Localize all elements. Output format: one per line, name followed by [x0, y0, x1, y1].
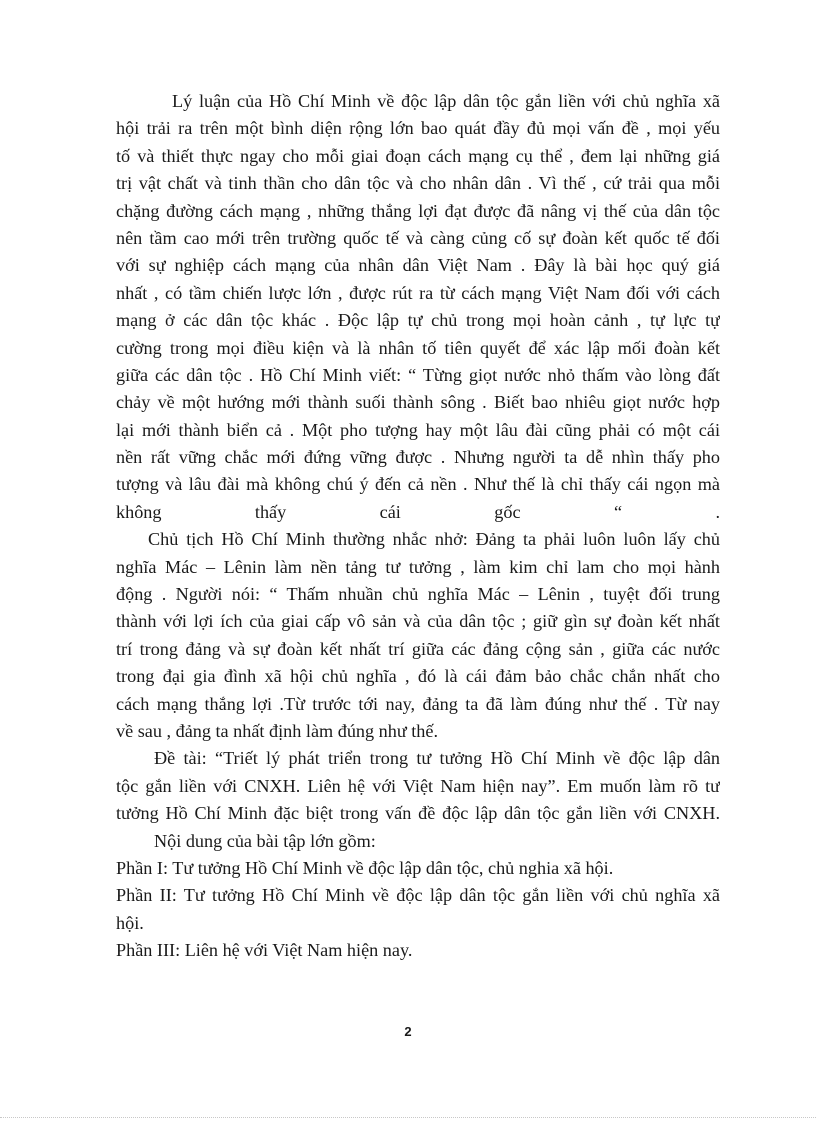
- page-body: [116, 88, 720, 965]
- text-line: không thấy cái gốc “ .: [116, 501, 720, 522]
- text-line: thành với lợi ích của giai cấp vô sản và của dân tộc ; giữ gìn sự đoàn kết nhất: [116, 611, 720, 632]
- text-line: chảy về một hướng mới thành suối thành sông . Biết bao nhiêu giọt nước hợp: [116, 392, 720, 413]
- text-line: cường trong mọi điều kiện và là nhân tố tiên quyết để xác lập mối đoàn kết: [116, 337, 720, 358]
- outline-item: hội.: [116, 912, 144, 933]
- text-line: Lý luận của Hồ Chí Minh về độc lập dân tộc gắn liền với chủ nghĩa xã: [172, 91, 720, 111]
- text-line: nhất , có tầm chiến lược lớn , được rút ra từ cách mạng Việt Nam đối với cách: [116, 282, 720, 303]
- text-line: tộc gắn liền với CNXH. Liên hệ với Việt Nam hiện nay”. Em muốn làm rõ tư: [116, 775, 720, 796]
- text-line: động . Người nói: “ Thấm nhuần chủ nghĩa Mác – Lênin , tuyệt đối trung: [116, 584, 720, 605]
- text-line: nghĩa Mác – Lênin làm nền tảng tư tưởng , làm kim chỉ lam cho mọi hành: [116, 556, 720, 577]
- text-line: trí trong đảng và sự đoàn kết nhất trí giữa các đảng cộng sản , giữa các nước: [116, 638, 720, 659]
- paragraph-1: [116, 88, 720, 526]
- outline-intro: Nội dung của bài tập lớn gồm:: [154, 830, 376, 851]
- text-line: về sau , đảng ta nhất định làm đúng như thế.: [116, 720, 439, 741]
- outline-item: Phần II: Tư tưởng Hồ Chí Minh về độc lập dân tộc gắn liền với chủ nghĩa xã: [116, 885, 720, 906]
- paragraph-2: [116, 526, 720, 745]
- text-line: lại mới thành biển cả . Một pho tượng hay một lâu đài cũng phải có một cái: [116, 419, 720, 440]
- topic-paragraph: [116, 745, 720, 827]
- text-line: Đề tài: “Triết lý phát triển trong tư tưởng Hồ Chí Minh về độc lập dân: [154, 748, 720, 769]
- text-line: tưởng Hồ Chí Minh đặc biệt trong vấn đề độc lập dân tộc gắn liền với CNXH.: [116, 803, 720, 824]
- text-line: Chủ tịch Hồ Chí Minh thường nhắc nhở: Đảng ta phải luôn luôn lấy chủ: [148, 529, 720, 550]
- text-line: cách mạng thắng lợi .Từ trước tới nay, đảng ta đã làm đúng như thế . Từ nay: [116, 693, 720, 714]
- text-line: mạng ở các dân tộc khác . Độc lập tự chủ trong mọi hoàn cảnh , tự lực tự: [116, 310, 720, 331]
- text-line: nên tầm cao mới trên trường quốc tế và càng củng cố sự đoàn kết quốc tế đối: [116, 227, 720, 248]
- page-bottom-rule: [0, 1117, 816, 1118]
- text-line: trị vật chất và tinh thần cho dân tộc và cho nhân dân . Vì thế , cứ trải qua mỗi: [116, 173, 720, 194]
- text-line: với sự nghiệp cách mạng của nhân dân Việt Nam . Đây là bài học quý giá: [116, 255, 720, 276]
- text-line: hội trải ra trên một bình diện rộng lớn bao quát đầy đủ mọi vấn đề , mọi yếu: [116, 118, 720, 139]
- text-line: chặng đường cách mạng , những thắng lợi đạt được đã nâng vị thế của dân tộc: [116, 200, 720, 221]
- outline-item: Phần III: Liên hệ với Việt Nam hiện nay.: [116, 940, 413, 961]
- text-line: tố và thiết thực ngay cho mỗi giai đoạn cách mạng cụ thể , đem lại những giá: [116, 145, 720, 166]
- text-line: nền rất vững chắc mới đứng vững được . Nhưng người ta dễ nhìn thấy pho: [116, 447, 720, 468]
- page-number: 2: [404, 1024, 412, 1039]
- text-line: trong đại gia đình xã hội chủ nghĩa , đó là cái đảm bảo chắc chắn nhất cho: [116, 666, 720, 687]
- text-line: tượng và lâu đài mà không chú ý đến cả nền . Như thế là chỉ thấy cái ngọn mà: [116, 474, 720, 495]
- outline-section: [116, 828, 720, 965]
- outline-item: Phần I: Tư tưởng Hồ Chí Minh về độc lập dân tộc, chủ nghia xã hội.: [116, 857, 614, 878]
- text-line: giữa các dân tộc . Hồ Chí Minh viết: “ Từng giọt nước nhỏ thấm vào lòng đất: [116, 364, 720, 385]
